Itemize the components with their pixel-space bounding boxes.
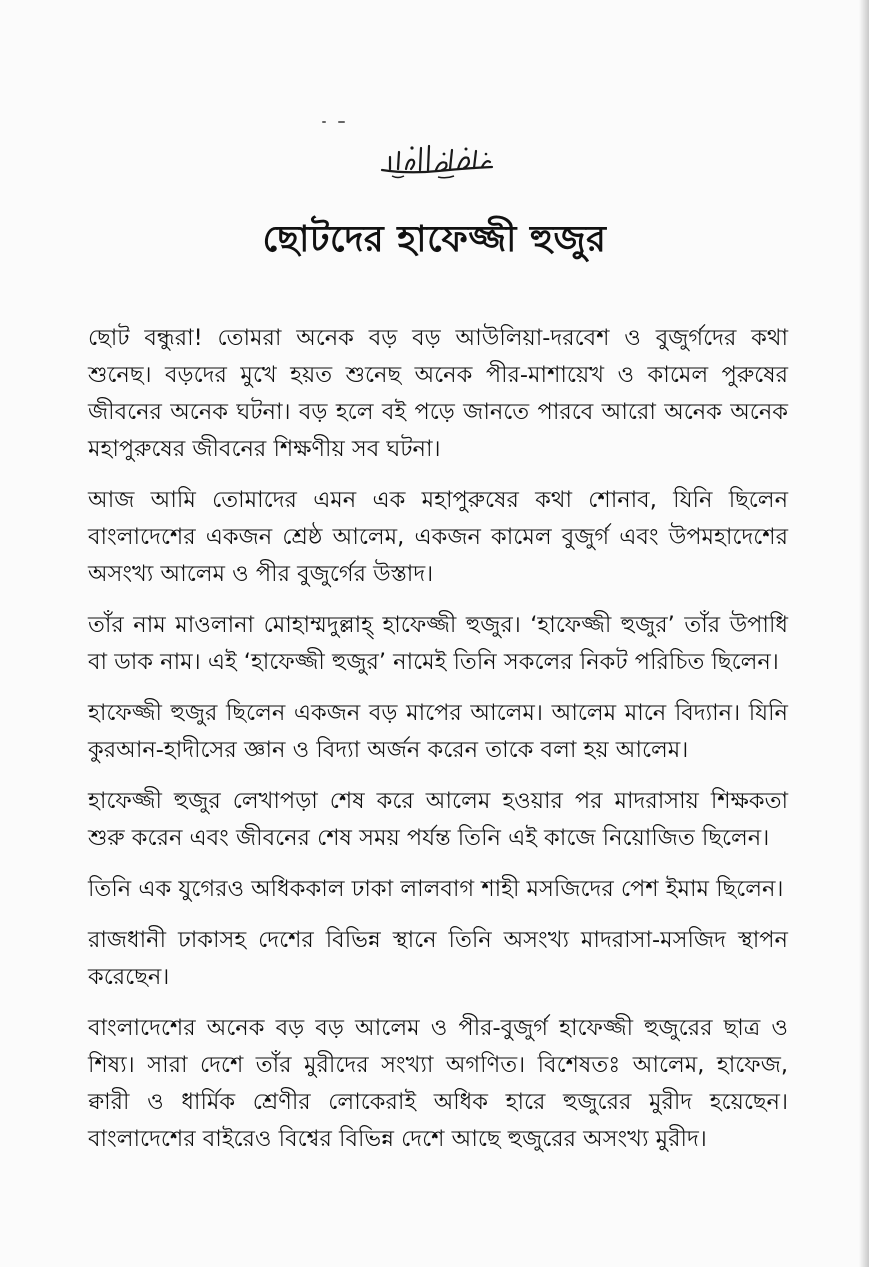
paragraph: তিনি এক যুগেরও অধিককাল ঢাকা লালবাগ শাহী মসজিদের পেশ ইমাম ছিলেন। (88, 876, 784, 902)
paragraph: তাঁর নাম মাওলানা মোহাম্মদুল্লাহ্ হাফেজ্জী হুজুর। ‘হাফেজ্জী হুজুর’ তাঁর উপাধি বা ডাক নাম। এই ‘হাফেজ্জী হুজুর’ নামেই তিনি সকলের নিকট পরিচিত ছিলেন। (88, 612, 788, 675)
paragraph: হাফেজ্জী হুজুর লেখাপড়া শেষ করে আলেম হওয়ার পর মাদরাসায় শিক্ষকতা শুরু করেন এবং জীবনের শেষ সময় পর্যন্ত তিনি এই কাজে নিয়োজিত ছিলেন। (88, 788, 788, 851)
paragraph: ছোট বন্ধুরা! তোমরা অনেক বড় বড় আউলিয়া-দরবেশ ও বুজুর্গদের কথা শুনেছ। বড়দের মুখে হয়ত শুনেছ অনেক পীর-মাশায়েখ ও কামেল পুরুষের জীবনের অনেক ঘটনা। বড় হলে বই পড়ে জানতে পারবে আরো অনেক অনেক মহাপুরুষের জীবনের শিক্ষণীয় সব ঘটনা। (88, 325, 788, 462)
bismillah-calligraphy-icon (378, 140, 496, 180)
paragraph: রাজধানী ঢাকাসহ দেশের বিভিন্ন স্থানে তিনি অসংখ্য মাদরাসা-মসজিদ স্থাপন করেছেন। (88, 927, 788, 990)
paragraph: হাফেজ্জী হুজুর ছিলেন একজন বড় মাপের আলেম। আলেম মানে বিদ্যান। যিনি কুরআন-হাদীসের জ্ঞান ও বিদ্যা অর্জন করেন তাকে বলা হয় আলেম। (88, 700, 788, 763)
page-edge-shadow (859, 0, 869, 1267)
paragraph: বাংলাদেশের অনেক বড় বড় আলেম ও পীর-বুজুর্গ হাফেজ্জী হুজুরের ছাত্র ও শিষ্য। সারা দেশে তাঁর মুরীদের সংখ্যা অগণিত। বিশেষতঃ আলেম, হাফেজ, ক্বারী ও ধার্মিক শ্রেণীর লোকেরাই অধিক হারে হুজুরের মুরীদ হয়েছেন। বাংলাদেশের বাইরেও বিশ্বের বিভিন্ন দেশে আছে হুজুরের অসংখ্য মুরীদ। (88, 1015, 788, 1152)
page-title: ছোটদের হাফেজ্জী হুজুর (262, 219, 607, 260)
body-text (88, 320, 788, 1172)
paragraph: আজ আমি তোমাদের এমন এক মহাপুরুষের কথা শোনাব, যিনি ছিলেন বাংলাদেশের একজন শ্রেষ্ঠ আলেম, একজন কামেল বুজুর্গ এবং উপমহাদেশের অসংখ্য আলেম ও পীর বুজুর্গের উস্তাদ। (88, 487, 788, 587)
scan-speck (338, 121, 345, 123)
scan-speck (322, 121, 326, 123)
